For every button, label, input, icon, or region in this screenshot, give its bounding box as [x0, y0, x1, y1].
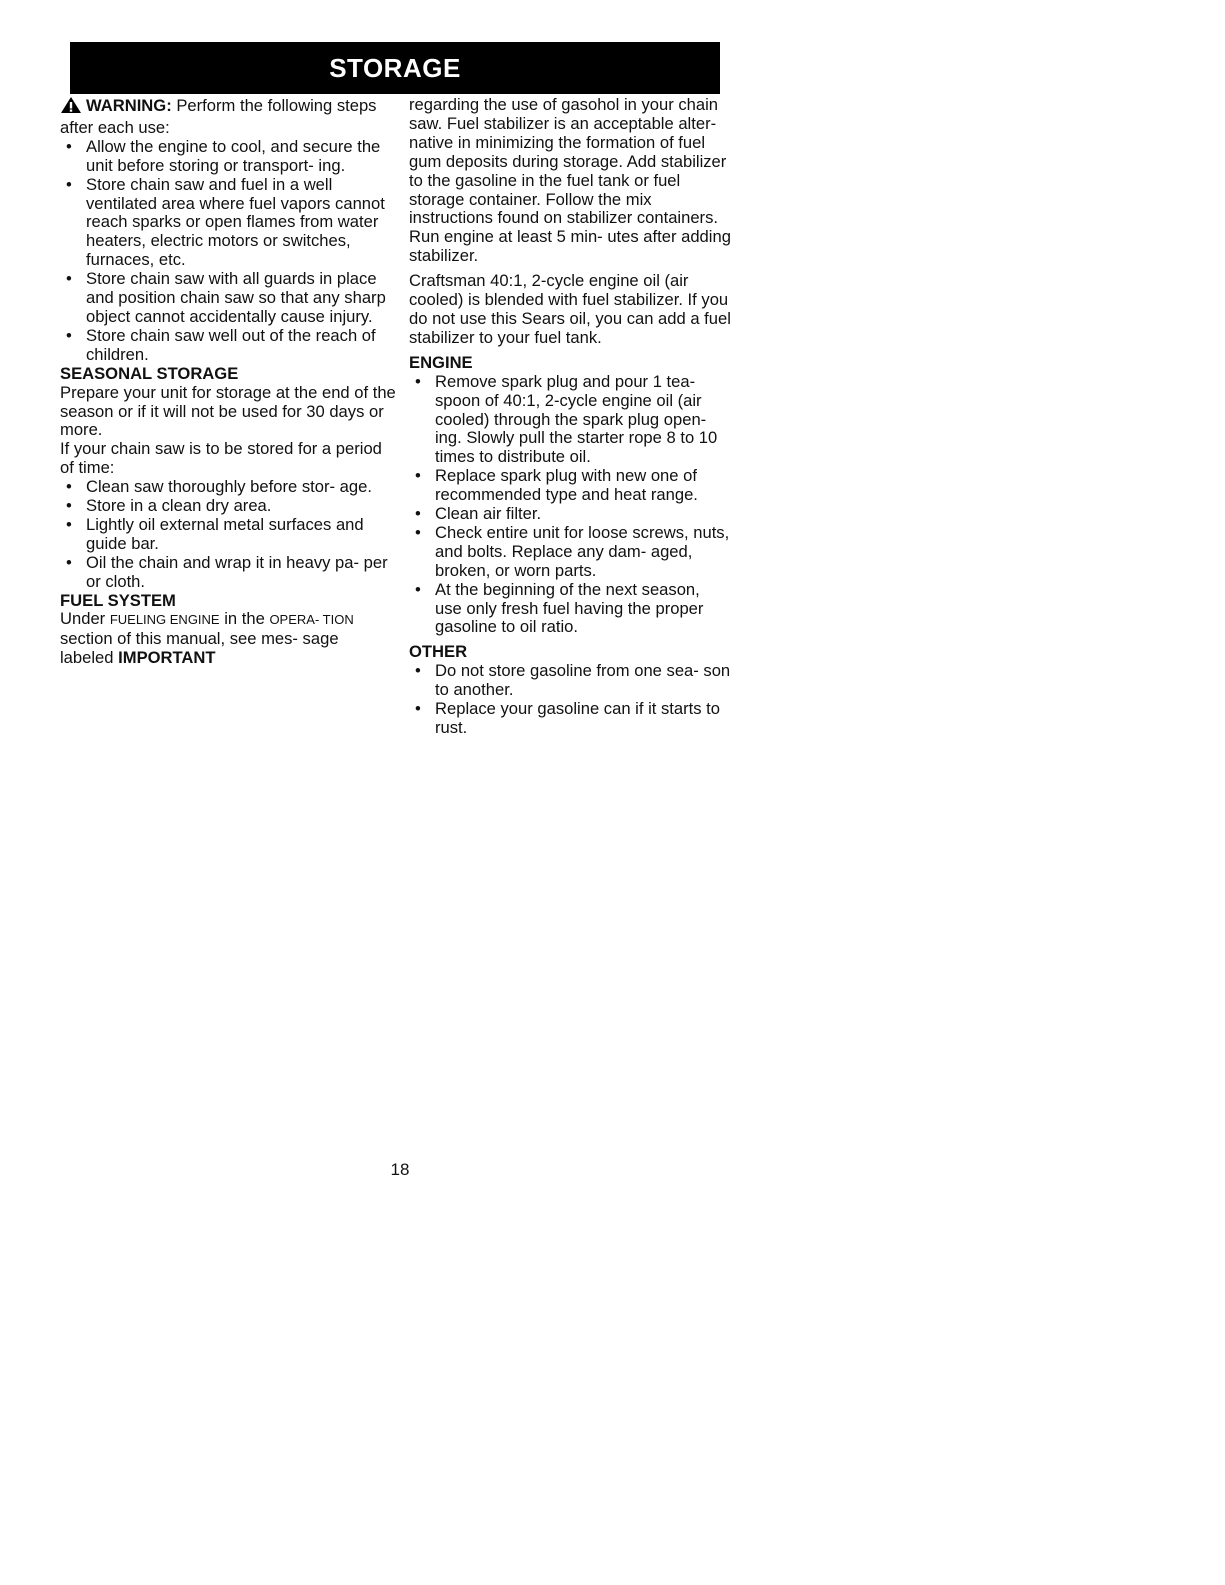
warning-label: WARNING:: [86, 96, 172, 115]
list-item: • Lightly oil external metal surfaces and guide bar.: [60, 516, 396, 554]
list-item: • Store chain saw with all guards in place and position chain saw so that any sharp object cannot accidentally cause injury.: [60, 270, 396, 327]
page-number: 18: [390, 1160, 410, 1179]
list-item: • At the beginning of the next season, use only fresh fuel having the proper gasoline to oil ratio.: [409, 581, 731, 638]
list-item: • Clean saw thoroughly before stor- age.: [60, 478, 396, 497]
fuel-ref-operation: OPERA- TION: [269, 612, 354, 628]
engine-list: [409, 373, 731, 638]
fuel-important-label: IMPORTANT: [118, 648, 216, 668]
list-item: • Replace your gasoline can if it starts to rust.: [409, 700, 731, 738]
seasonal-paragraph-2: If your chain saw is to be stored for a period of time:: [60, 439, 382, 478]
left-column: [60, 96, 396, 668]
fuel-ref-fueling-engine: FUELING ENGINE: [109, 612, 220, 628]
list-item: • Check entire unit for loose screws, nuts, and bolts. Replace any dam- aged, broken, or worn parts.: [409, 524, 731, 581]
other-list: [409, 662, 731, 738]
warning-list: [60, 138, 396, 365]
fuel-paragraph-start: [60, 610, 396, 668]
seasonal-list: [60, 478, 396, 591]
right-column: [409, 96, 731, 738]
page-title: STORAGE: [329, 52, 461, 83]
fuel-system-heading: FUEL SYSTEM: [60, 590, 176, 610]
fuel-text: Under: [60, 609, 110, 629]
other-heading: OTHER: [409, 642, 468, 662]
list-item: • Clean air filter.: [409, 505, 731, 524]
fuel-text: section of this manual, see mes- sage labeled: [60, 629, 339, 668]
fuel-text: in the: [219, 609, 270, 629]
fuel-paragraph-continued: regarding the use of gasohol in your chain saw. Fuel stabilizer is an acceptable alter- native in minimizing the formation of fuel gum deposits during storage. Add stabilizer to the gasoline in the fuel tank or fuel storage container. Follow the mix instructions found on stabilizer containers. Run engine at least 5 min- utes after adding stabilizer.: [409, 95, 731, 266]
list-item: • Remove spark plug and pour 1 tea- spoon of 40:1, 2-cycle engine oil (air cooled) through the spark plug open- ing. Slowly pull the starter rope 8 to 10 times to distribute oil.: [409, 373, 731, 468]
fuel-paragraph-2: Craftsman 40:1, 2-cycle engine oil (air cooled) is blended with fuel stabilizer. If you do not use this Sears oil, you can add a fuel stabilizer to your fuel tank.: [409, 271, 731, 347]
list-item: • Replace spark plug with new one of recommended type and heat range.: [409, 467, 731, 505]
list-item: • Store chain saw and fuel in a well ventilated area where fuel vapors cannot reach sparks or open flames from water heaters, electric motors or switches, furnaces, etc.: [60, 176, 396, 271]
list-item: • Oil the chain and wrap it in heavy pa- per or cloth.: [60, 554, 396, 592]
seasonal-storage-heading: SEASONAL STORAGE: [60, 363, 239, 383]
seasonal-paragraph: Prepare your unit for storage at the end of the season or if it will not be used for 30 days or more.: [60, 382, 396, 440]
section-banner: [70, 42, 720, 94]
warning-triangle-icon: [60, 96, 82, 119]
list-item: • Allow the engine to cool, and secure the unit before storing or transport- ing.: [60, 138, 396, 176]
engine-heading: ENGINE: [409, 352, 473, 372]
warning-intro: [60, 96, 396, 138]
list-item: • Store chain saw well out of the reach of children.: [60, 327, 396, 365]
list-item: • Do not store gasoline from one sea- son to another.: [409, 662, 731, 700]
warning-intro-text: Perform the following steps after each use:: [60, 96, 377, 137]
list-item: • Store in a clean dry area.: [60, 497, 396, 516]
